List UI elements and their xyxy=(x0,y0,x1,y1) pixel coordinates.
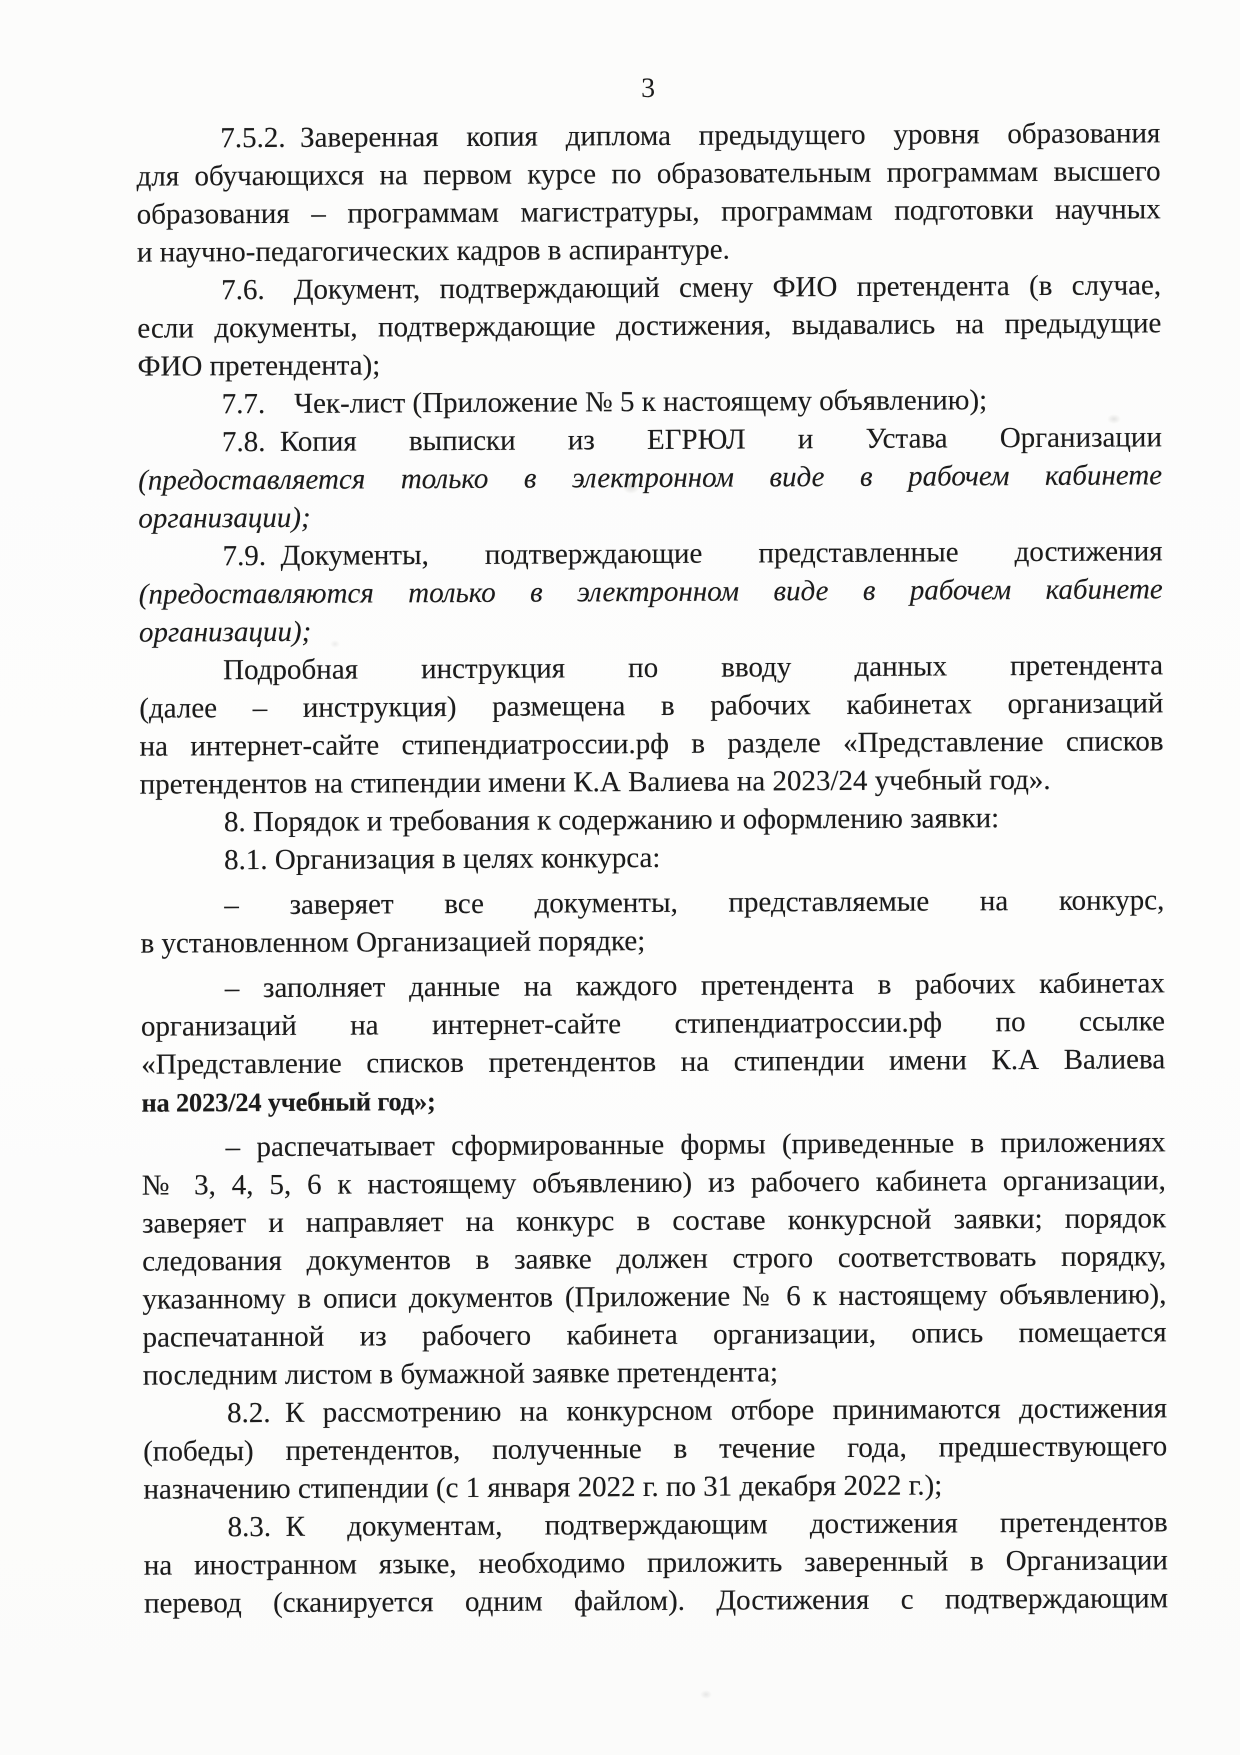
text-line: 8.1. Организация в целях конкурса: xyxy=(224,841,661,877)
text-line: организации); xyxy=(138,615,312,649)
text-line: 8. Порядок и требования к содержанию и оформлению заявки: xyxy=(223,802,1000,839)
text-line: 7.6. Документ, подтверждающий смену ФИО претендента (в случае, xyxy=(221,269,1162,307)
text-line: – заверяет все документы, представляемые на конкурс, xyxy=(224,884,1165,922)
text-line: – заполняет данные на каждого претендента в рабочих кабинетах xyxy=(224,967,1165,1005)
text-line: 7.5.2. Заверенная копия диплома предыдущего уровня образования xyxy=(220,117,1161,155)
text-line: № 3, 4, 5, 6 к настоящему объявлению) из рабочего кабинета организации, xyxy=(141,1164,1166,1202)
text-line: на интернет-сайте стипендиатроссии.рф в разделе «Представление списков xyxy=(139,725,1164,763)
text-line: указанному в описи документов (Приложение № 6 к настоящему объявлению), xyxy=(142,1278,1167,1316)
text-line: 7.9. Документы, подтверждающие представленные достижения xyxy=(222,535,1163,573)
text-line: назначению стипендии (с 1 января 2022 г. по 31 декабря 2022 г.); xyxy=(143,1469,943,1506)
document-body xyxy=(136,114,1168,1622)
text-line: (далее – инструкция) размещена в рабочих кабинетах организаций xyxy=(139,687,1164,725)
text-line: распечатанной из рабочего кабинета организации, опись помещается xyxy=(142,1316,1167,1354)
clause-8-3 xyxy=(144,1503,1169,1622)
text-line: в установленном Организацией порядке; xyxy=(140,925,646,960)
text-line: организаций на интернет-сайте стипендиатроссии.рф по ссылке xyxy=(140,1005,1166,1043)
text-line: перевод (сканируется одним файлом). Достижения с подтверждающим xyxy=(143,1582,1169,1620)
instruction-note xyxy=(139,646,1164,803)
bullet-fills-data xyxy=(141,964,1166,1121)
text-line: – распечатывает сформированные формы (приведенные в приложениях xyxy=(225,1126,1166,1164)
clause-8-1 xyxy=(140,836,1164,879)
text-line: ФИО претендента); xyxy=(137,349,381,383)
clause-7-7 xyxy=(138,380,1162,423)
page-number: 3 xyxy=(641,72,656,105)
text-line: 7.7. Чек-лист (Приложение № 5 к настоящему объявлению); xyxy=(221,384,988,421)
clause-7-5-2 xyxy=(136,114,1161,271)
clause-7-9 xyxy=(138,532,1163,651)
clause-7-8 xyxy=(138,418,1163,537)
text-line: (предоставляется только в электронном виде в рабочем кабинете xyxy=(138,459,1163,497)
text-line: заверяет и направляет на конкурс в составе конкурсной заявки; порядок xyxy=(141,1202,1167,1240)
text-line: образования – программам магистратуры, программам подготовки научных xyxy=(136,193,1161,231)
text-line: Подробная инструкция по вводу данных претендента xyxy=(223,649,1164,687)
text-line: 8.2. К рассмотрению на конкурсном отборе принимаются достижения xyxy=(226,1392,1168,1430)
text-line: последним листом в бумажной заявке претендента; xyxy=(142,1356,779,1392)
text-line: 7.8. Копия выписки из ЕГРЮЛ и Устава Организации xyxy=(221,421,1163,459)
text-line: претендентов на стипендии имени К.А Валиева на 2023/24 учебный год». xyxy=(139,763,1051,801)
text-line: если документы, подтверждающие достижения, выдавались на предыдущие xyxy=(137,307,1162,345)
text-line: (предоставляются только в электронном виде в рабочем кабинете xyxy=(138,573,1163,611)
bullet-certifies xyxy=(140,881,1164,962)
text-line: на 2023/24 учебный год»; xyxy=(141,1086,436,1118)
text-line: и научно-педагогических кадров в аспирантуре. xyxy=(136,233,730,269)
text-line: 8.3. К документам, подтверждающим достижения претендентов xyxy=(227,1506,1168,1544)
text-line: для обучающихся на первом курсе по образовательным программам высшего xyxy=(136,155,1161,193)
clause-8 xyxy=(140,798,1164,841)
text-line: на иностранном языке, необходимо приложить заверенный в Организации xyxy=(143,1544,1168,1582)
text-block xyxy=(136,67,1168,1622)
scan-speck xyxy=(700,1690,712,1699)
text-line: (победы) претендентов, полученные в течение года, предшествующего xyxy=(143,1430,1168,1468)
clause-8-2 xyxy=(143,1389,1168,1508)
text-line: организации); xyxy=(138,501,311,535)
clause-7-6 xyxy=(137,266,1162,385)
text-line: следования документов в заявке должен строго соответствовать порядку, xyxy=(142,1240,1167,1278)
text-line: «Представление списков претендентов на стипендии имени К.А Валиева xyxy=(141,1043,1166,1081)
bullet-prints-forms xyxy=(142,1123,1167,1394)
